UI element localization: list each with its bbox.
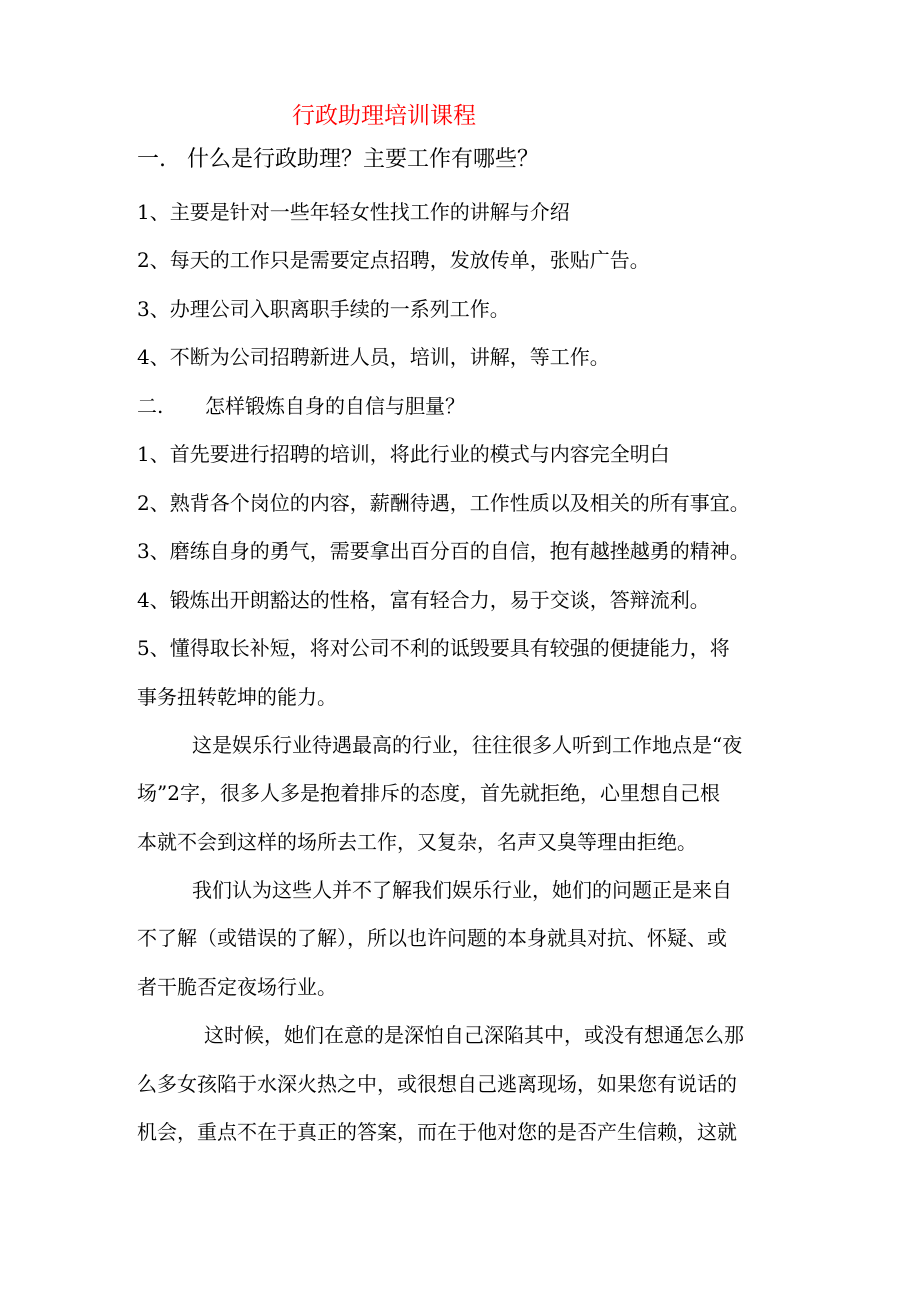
section-2-heading-text: 怎样锻炼自身的自信与胆量？ bbox=[205, 394, 465, 418]
section-2-heading bbox=[137, 392, 465, 420]
paragraph-1-line: 本就不会到这样的场所去工作，又复杂，名声又臭等理由拒绝。 bbox=[137, 830, 697, 854]
section-2-number: 二. bbox=[137, 394, 164, 418]
section-1-heading-text: 什么是行政助理？主要工作有哪些？ bbox=[187, 147, 540, 172]
section-2-item: 2、熟背各个岗位的内容，薪酬待遇，工作性质以及相关的所有事宜。 bbox=[137, 491, 750, 515]
paragraph-1-line: 这是娱乐行业待遇最高的行业，往往很多人听到工作地点是“夜 bbox=[192, 733, 743, 757]
paragraph-1-line: 场”2字，很多人多是抱着排斥的态度，首先就拒绝，心里想自己根 bbox=[137, 781, 720, 805]
section-2-item-5-line: 事务扭转乾坤的能力。 bbox=[137, 685, 337, 709]
paragraph-3-line: 机会，重点不在于真正的答案，而在于他对您的是否产生信赖，这就 bbox=[137, 1120, 737, 1144]
section-1-item: 1、主要是针对一些年轻女性找工作的讲解与介绍 bbox=[137, 200, 570, 224]
section-2-item: 3、磨练自身的勇气，需要拿出百分百的自信，抱有越挫越勇的精神。 bbox=[137, 539, 750, 563]
document-title: 行政助理培训课程 bbox=[292, 103, 476, 129]
section-1-item: 3、办理公司入职离职手续的一系列工作。 bbox=[137, 297, 510, 321]
section-1-number: 一. bbox=[137, 147, 166, 172]
section-2-item: 1、首先要进行招聘的培训，将此行业的模式与内容完全明白 bbox=[137, 442, 670, 466]
section-2-item-5-line: 5、懂得取长补短，将对公司不利的诋毁要具有较强的便捷能力，将 bbox=[137, 636, 730, 660]
section-1-item: 2、每天的工作只是需要定点招聘，发放传单，张贴广告。 bbox=[137, 248, 650, 272]
paragraph-3-line: 这时候，她们在意的是深怕自己深陷其中，或没有想通怎么那 bbox=[204, 1023, 744, 1047]
paragraph-2-line: 我们认为这些人并不了解我们娱乐行业，她们的问题正是来自 bbox=[192, 878, 732, 902]
section-1-heading bbox=[137, 145, 539, 175]
section-1-item: 4、不断为公司招聘新进人员，培训，讲解，等工作。 bbox=[137, 345, 610, 369]
section-2-item: 4、锻炼出开朗豁达的性格，富有轻合力，易于交谈，答辩流利。 bbox=[137, 588, 710, 612]
paragraph-3-line: 么多女孩陷于水深火热之中，或很想自己逃离现场，如果您有说话的 bbox=[137, 1072, 737, 1096]
paragraph-2-line: 不了解（或错误的了解），所以也许问题的本身就具对抗、怀疑、或 bbox=[137, 926, 727, 950]
paragraph-2-line: 者干脆否定夜场行业。 bbox=[137, 975, 337, 999]
